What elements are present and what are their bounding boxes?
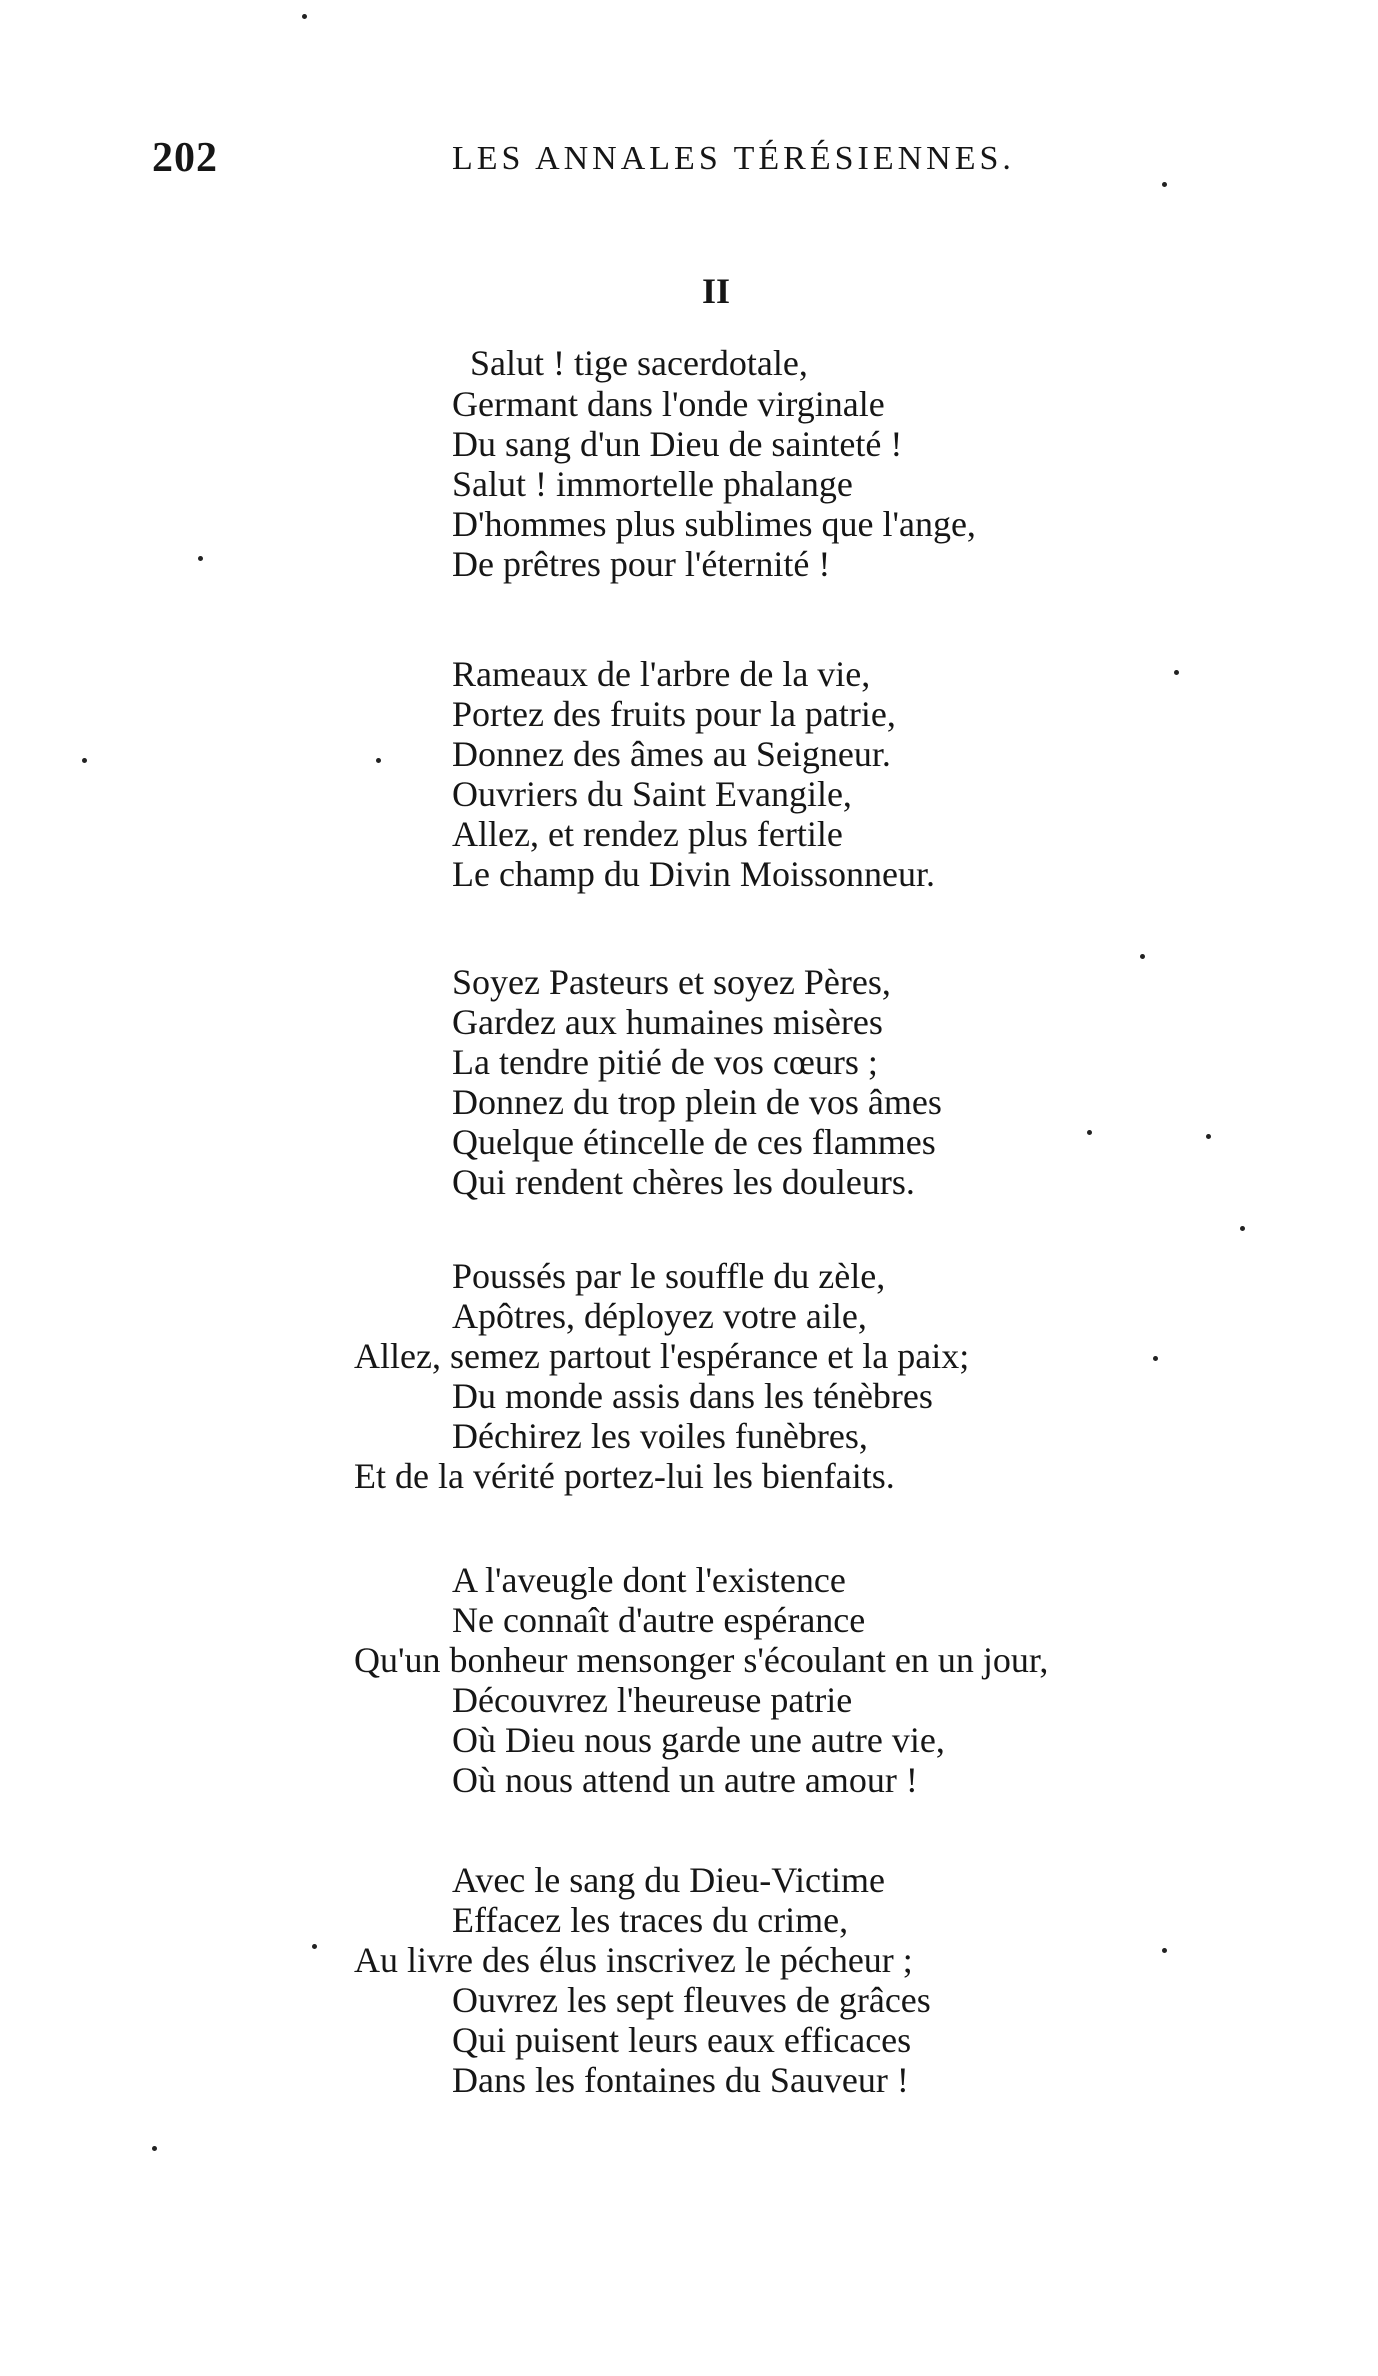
verse-line: Où nous attend un autre amour ! xyxy=(452,1760,918,1800)
print-speck xyxy=(302,14,307,19)
verse-line: Qu'un bonheur mensonger s'écoulant en un jour, xyxy=(354,1640,1049,1680)
print-speck xyxy=(82,758,87,763)
section-numeral: II xyxy=(702,271,731,311)
print-speck xyxy=(1162,1948,1167,1953)
verse-line: Du monde assis dans les ténèbres xyxy=(452,1376,933,1416)
verse-line: Qui rendent chères les douleurs. xyxy=(452,1162,915,1202)
verse-line: Donnez des âmes au Seigneur. xyxy=(452,734,891,774)
verse-line: Allez, et rendez plus fertile xyxy=(452,814,843,854)
verse-line: Dans les fontaines du Sauveur ! xyxy=(452,2060,909,2100)
verse-line: Allez, semez partout l'espérance et la paix; xyxy=(354,1336,970,1376)
print-speck xyxy=(1153,1356,1158,1361)
verse-line: Déchirez les voiles funèbres, xyxy=(452,1416,868,1456)
verse-line: De prêtres pour l'éternité ! xyxy=(452,544,831,584)
print-speck xyxy=(376,758,381,763)
verse-line: Rameaux de l'arbre de la vie, xyxy=(452,654,871,694)
verse-line: Ouvrez les sept fleuves de grâces xyxy=(452,1980,931,2020)
print-speck xyxy=(152,2146,157,2151)
verse-line: Avec le sang du Dieu-Victime xyxy=(452,1860,886,1900)
verse-line: Le champ du Divin Moissonneur. xyxy=(452,854,935,894)
print-speck xyxy=(1240,1226,1245,1231)
verse-line: Germant dans l'onde virginale xyxy=(452,384,885,424)
page-number: 202 xyxy=(152,135,218,181)
verse-line: La tendre pitié de vos cœurs ; xyxy=(452,1042,878,1082)
verse-line: D'hommes plus sublimes que l'ange, xyxy=(452,504,976,544)
verse-line: Du sang d'un Dieu de sainteté ! xyxy=(452,424,903,464)
verse-line: Portez des fruits pour la patrie, xyxy=(452,694,896,734)
print-speck xyxy=(312,1944,317,1949)
print-speck xyxy=(1140,954,1145,959)
verse-line: Au livre des élus inscrivez le pécheur ; xyxy=(354,1940,913,1980)
verse-line: Découvrez l'heureuse patrie xyxy=(452,1680,853,1720)
verse-line: Poussés par le souffle du zèle, xyxy=(452,1256,886,1296)
verse-line: Gardez aux humaines misères xyxy=(452,1002,883,1042)
verse-line: Apôtres, déployez votre aile, xyxy=(452,1296,867,1336)
verse-line: Ne connaît d'autre espérance xyxy=(452,1600,866,1640)
print-speck xyxy=(1206,1134,1211,1139)
verse-line: Et de la vérité portez-lui les bienfaits. xyxy=(354,1456,895,1496)
running-title: LES ANNALES TÉRÉSIENNES. xyxy=(452,140,1015,177)
verse-line: Salut ! tige sacerdotale, xyxy=(470,343,808,383)
verse-line: Soyez Pasteurs et soyez Pères, xyxy=(452,962,891,1002)
print-speck xyxy=(1087,1130,1092,1135)
verse-line: Donnez du trop plein de vos âmes xyxy=(452,1082,942,1122)
verse-line: Effacez les traces du crime, xyxy=(452,1900,849,1940)
print-speck xyxy=(1174,670,1179,675)
verse-line: Quelque étincelle de ces flammes xyxy=(452,1122,936,1162)
verse-line: Où Dieu nous garde une autre vie, xyxy=(452,1720,945,1760)
print-speck xyxy=(1162,182,1167,187)
print-speck xyxy=(198,556,203,561)
verse-line: Ouvriers du Saint Evangile, xyxy=(452,774,852,814)
verse-line: Qui puisent leurs eaux efficaces xyxy=(452,2020,912,2060)
verse-line: Salut ! immortelle phalange xyxy=(452,464,853,504)
verse-line: A l'aveugle dont l'existence xyxy=(452,1560,846,1600)
